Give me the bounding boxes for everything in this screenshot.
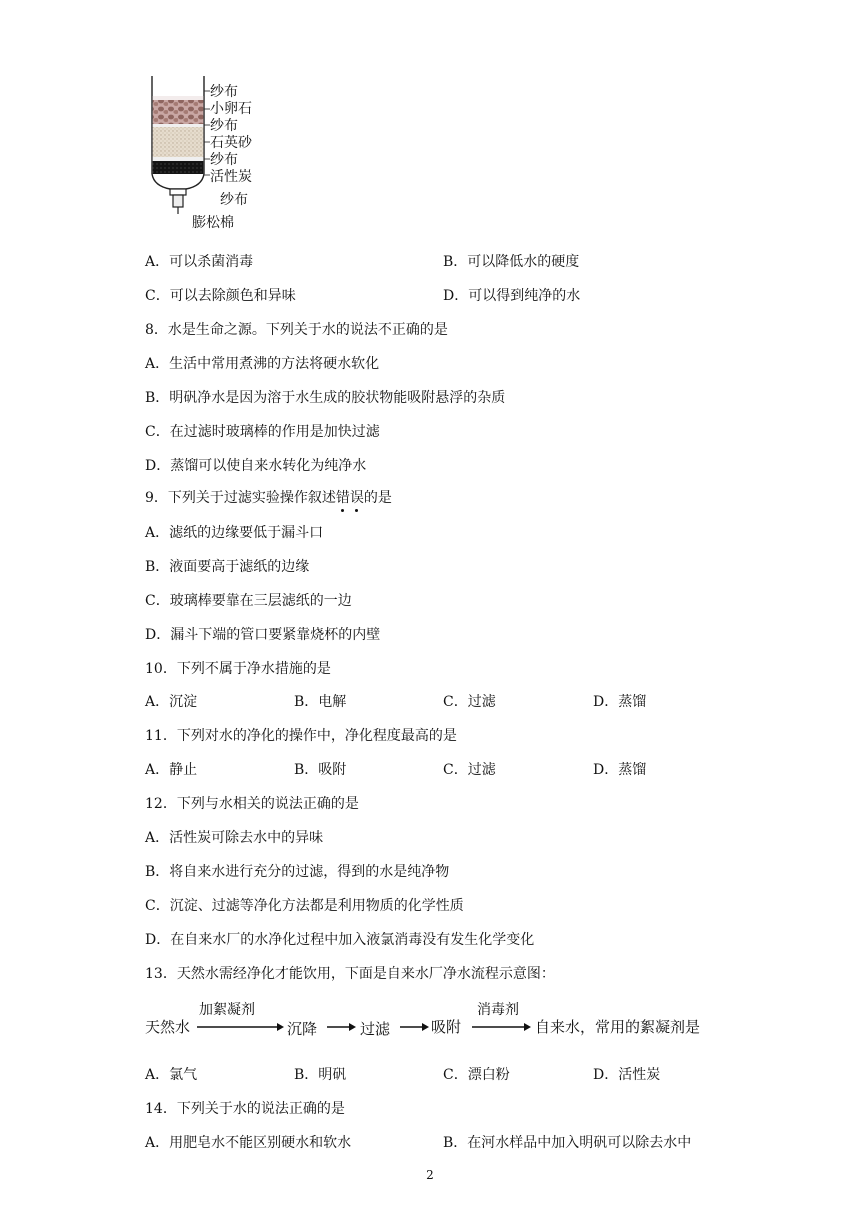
flow-arrow-2 xyxy=(325,1022,357,1032)
flow-step-adsorption: 吸附 xyxy=(431,1018,462,1036)
q10-option-d: D．蒸馏 xyxy=(593,694,647,710)
water-treatment-flow-diagram xyxy=(145,1000,725,1044)
q11-stem: 11．下列对水的净化的操作中，净化程度最高的是 xyxy=(145,728,457,744)
q12-option-a: A．活性炭可除去水中的异味 xyxy=(145,830,324,846)
q8-option-d: D．蒸馏可以使自来水转化为纯净水 xyxy=(145,458,367,474)
q8-option-c: C．在过滤时玻璃棒的作用是加快过滤 xyxy=(145,424,380,440)
flow-end-tap-water: 自来水，常用的絮凝剂是 xyxy=(535,1018,701,1036)
q9-option-b: B．液面要高于滤纸的边缘 xyxy=(145,559,310,575)
filter-label-gauze-3: 纱布 xyxy=(210,152,238,168)
q9-option-a: A．滤纸的边缘要低于漏斗口 xyxy=(145,525,324,541)
q7-option-d: D．可以得到纯净的水 xyxy=(443,288,581,304)
q13-option-a: A．氯气 xyxy=(145,1067,198,1083)
flow-agent-disinfectant: 消毒剂 xyxy=(477,1002,519,1018)
q10-option-b: B．电解 xyxy=(294,694,347,710)
q7-option-b: B．可以降低水的硬度 xyxy=(443,254,580,270)
q13-stem: 13．天然水需经净化才能饮用，下面是自来水厂净水流程示意图： xyxy=(145,966,555,982)
q8-option-a: A．生活中常用煮沸的方法将硬水软化 xyxy=(145,356,380,372)
flow-arrow-4 xyxy=(470,1022,532,1032)
filter-bottle-illustration xyxy=(148,74,218,232)
q8-option-b: B．明矾净水是因为溶于水生成的胶状物能吸附悬浮的杂质 xyxy=(145,390,506,406)
q12-option-b: B．将自来水进行充分的过滤，得到的水是纯净物 xyxy=(145,864,450,880)
q9-stem-after: 的是 xyxy=(363,490,392,506)
q13-option-d: D．活性炭 xyxy=(593,1067,661,1083)
q10-option-c: C．过滤 xyxy=(443,694,496,710)
filter-label-pebbles: 小卵石 xyxy=(210,101,252,117)
flow-arrow-1 xyxy=(195,1022,285,1032)
q11-option-a: A．静止 xyxy=(145,762,198,778)
filter-label-quartz-sand: 石英砂 xyxy=(210,135,252,151)
q7-option-a: A．可以杀菌消毒 xyxy=(145,254,254,270)
q11-option-c: C．过滤 xyxy=(443,762,496,778)
water-filter-diagram xyxy=(148,74,308,232)
q9-option-c: C．玻璃棒要靠在三层滤纸的一边 xyxy=(145,593,352,609)
q13-option-c: C．漂白粉 xyxy=(443,1067,510,1083)
flow-start-natural-water: 天然水 xyxy=(145,1018,191,1036)
q9-emphasis-char-1: 错 xyxy=(335,490,350,506)
q14-option-a: A．用肥皂水不能区别硬水和软水 xyxy=(145,1135,352,1151)
q11-option-b: B．吸附 xyxy=(294,762,347,778)
q12-option-c: C．沉淀、过滤等净化方法都是利用物质的化学性质 xyxy=(145,898,464,914)
filter-label-gauze-4: 纱布 xyxy=(220,192,248,208)
q10-option-a: A．沉淀 xyxy=(145,694,198,710)
filter-label-cotton: 膨松棉 xyxy=(192,215,234,231)
q11-option-d: D．蒸馏 xyxy=(593,762,647,778)
page-number: 2 xyxy=(426,1168,434,1182)
q14-option-b: B．在河水样品中加入明矾可以除去水中 xyxy=(443,1135,692,1151)
flow-arrow-3 xyxy=(398,1022,430,1032)
flow-step-sedimentation: 沉降 xyxy=(287,1020,318,1038)
q9-emphasis-char-2: 误 xyxy=(349,490,364,506)
filter-label-gauze-1: 纱布 xyxy=(210,84,238,100)
q13-option-b: B．明矾 xyxy=(294,1067,347,1083)
q7-option-c: C．可以去除颜色和异味 xyxy=(145,288,296,304)
flow-agent-flocculant: 加絮凝剂 xyxy=(199,1002,255,1018)
flow-step-filtration: 过滤 xyxy=(360,1020,391,1038)
q14-stem: 14．下列关于水的说法正确的是 xyxy=(145,1101,345,1117)
q9-stem xyxy=(145,489,392,507)
filter-label-activated-carbon: 活性炭 xyxy=(210,169,252,185)
q9-option-d: D．漏斗下端的管口要紧靠烧杯的内壁 xyxy=(145,627,381,643)
q12-stem: 12．下列与水相关的说法正确的是 xyxy=(145,796,359,812)
filter-label-gauze-2: 纱布 xyxy=(210,118,238,134)
q12-option-d: D．在自来水厂的水净化过程中加入液氯消毒没有发生化学变化 xyxy=(145,932,535,948)
q9-stem-before: 9．下列关于过滤实验操作叙述 xyxy=(145,490,336,506)
q8-stem: 8．水是生命之源。下列关于水的说法不正确的是 xyxy=(145,322,448,338)
q10-stem: 10．下列不属于净水措施的是 xyxy=(145,661,331,677)
